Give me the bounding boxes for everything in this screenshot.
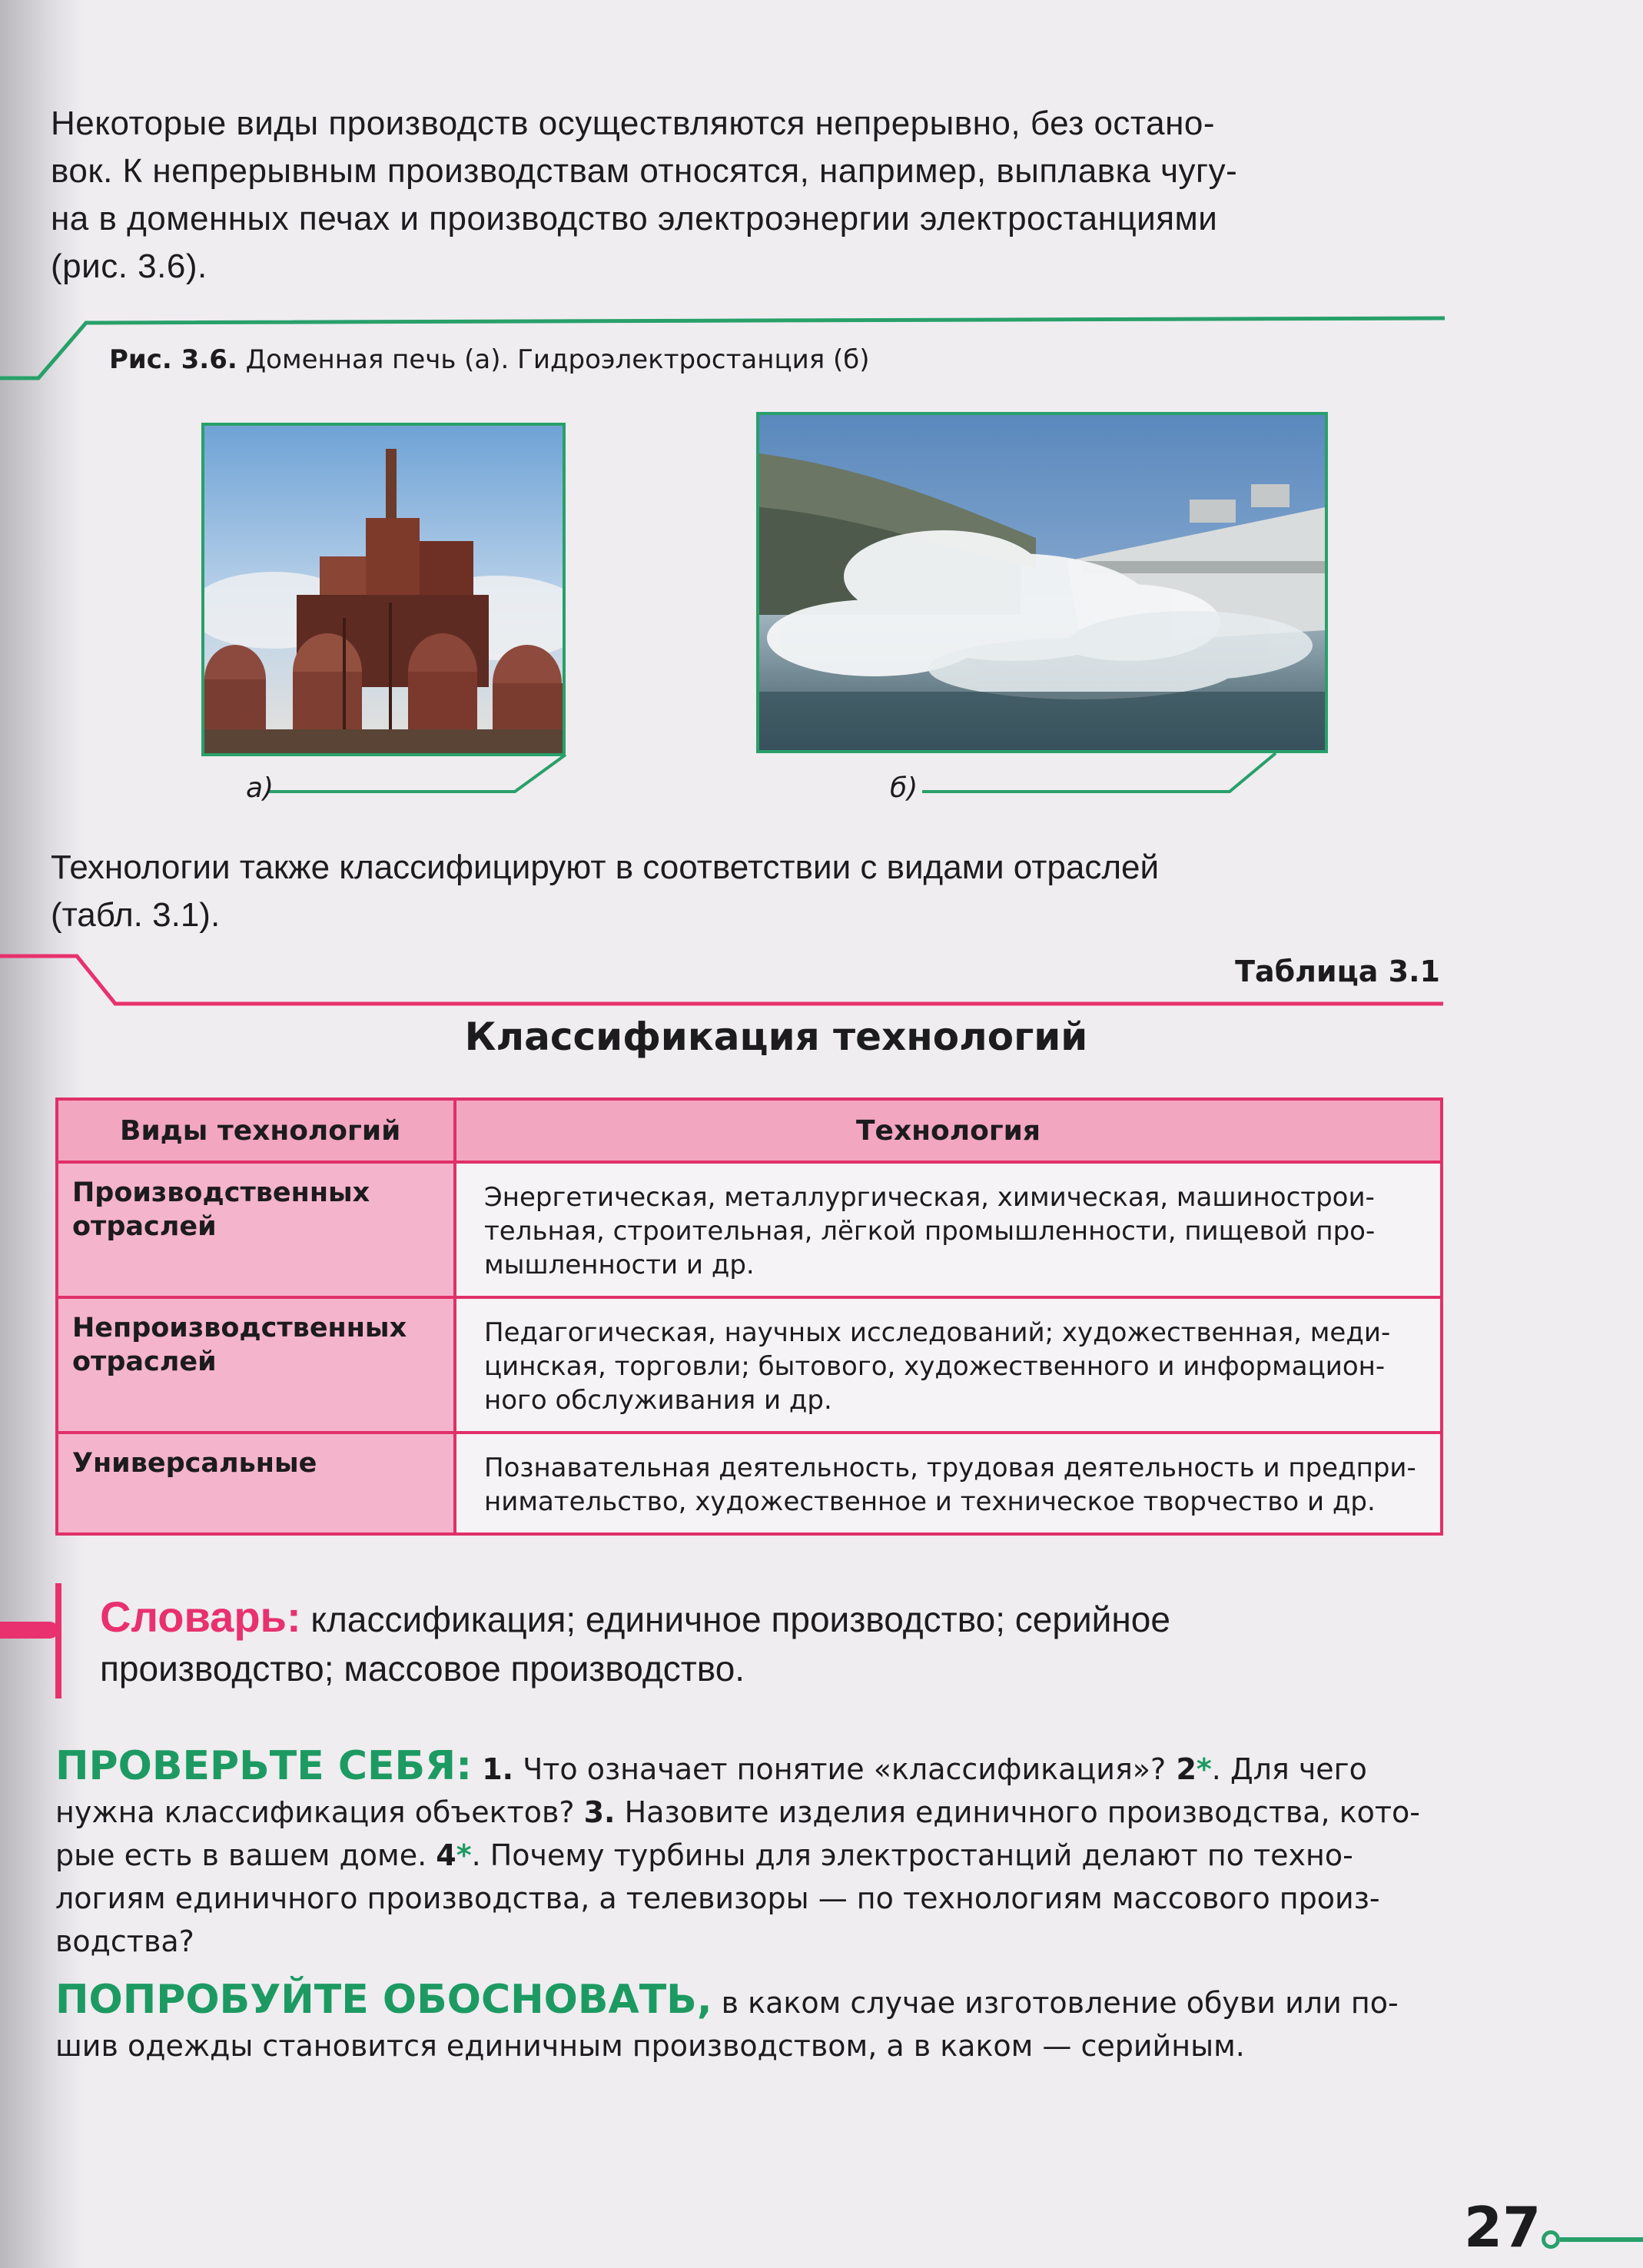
intro-paragraph <box>51 100 1442 291</box>
try-heading: ПОПРОБУЙТЕ ОБОСНОВАТЬ, <box>55 1977 712 2023</box>
dictionary-line: производство; массовое производство. <box>100 1649 745 1689</box>
table-row <box>57 1297 1442 1433</box>
hydro-station-photo <box>759 415 1325 750</box>
table-header-row <box>57 1099 1442 1162</box>
check-yourself-block <box>55 1745 1443 1963</box>
try-line <box>55 1978 1443 2024</box>
row-kind: Непроизводственных отраслей <box>57 1297 455 1433</box>
dictionary-line <box>100 1592 1443 1644</box>
row-kind: Универсальные <box>57 1433 455 1534</box>
tech-line: Педагогическая, научных исследований; художественная, меди- <box>484 1317 1391 1348</box>
try-text: в каком случае изготовление обуви или по- <box>712 1986 1399 2020</box>
question-number: 3. <box>583 1795 616 1829</box>
table-row <box>57 1162 1442 1297</box>
try-justify-block <box>55 1978 1443 2067</box>
dictionary-heading: Словарь: <box>100 1592 301 1641</box>
question-text: рые есть в вашем доме. <box>55 1838 436 1872</box>
intro-line: Некоторые виды производств осуществляются непрерывно, без остано- <box>51 105 1215 142</box>
blast-furnace-photo <box>204 426 563 753</box>
row-technology <box>455 1297 1442 1433</box>
question-text: . Для чего <box>1211 1752 1367 1786</box>
check-line <box>55 1745 1443 1791</box>
figure-number: Рис. 3.6. <box>109 344 237 375</box>
figure-caption <box>109 344 869 375</box>
check-line: водства? <box>55 1924 194 1958</box>
para-line: (табл. 3.1). <box>51 896 221 934</box>
page-number-dot <box>1542 2230 1560 2249</box>
dictionary-side-mark-bar <box>0 1622 58 1639</box>
para-line: Технологии также классифицируют в соответствии с видами отраслей <box>51 848 1160 886</box>
question-text: . Почему турбины для электростанций делают по техно- <box>471 1838 1353 1872</box>
star-mark: * <box>1196 1752 1212 1786</box>
intro-line: (рис. 3.6). <box>51 247 207 285</box>
table-title: Классификация технологий <box>464 1014 1088 1059</box>
row-technology <box>455 1433 1442 1534</box>
classification-paragraph <box>51 844 1442 939</box>
tech-line: тельная, строительная, лёгкой промышленности, пищевой про- <box>484 1216 1376 1247</box>
question-text: Что означает понятие «классификация»? <box>513 1752 1167 1786</box>
photo-b-label: б) <box>890 772 918 804</box>
tech-line: нимательство, художественное и техническое творчество и др. <box>484 1486 1376 1517</box>
try-line: шив одежды становится единичным производством, а в каком — серийным. <box>55 2029 1245 2063</box>
tech-line: Энергетическая, металлургическая, химическая, машинострои- <box>484 1182 1375 1213</box>
question-number: 2 <box>1166 1752 1197 1786</box>
dictionary-block <box>100 1592 1443 1693</box>
page-number-rule <box>1560 2237 1643 2242</box>
question-number: 1. <box>472 1752 514 1786</box>
dictionary-side-mark <box>55 1583 61 1699</box>
table-row <box>57 1433 1442 1534</box>
row-technology <box>455 1162 1442 1297</box>
tech-line: ного обслуживания и др. <box>484 1385 832 1416</box>
header-kinds: Виды технологий <box>57 1099 455 1162</box>
photo-b-callout <box>914 750 1299 796</box>
star-mark: * <box>456 1838 472 1872</box>
check-line <box>55 1791 1443 1834</box>
question-text: Назовите изделия единичного производства, кото- <box>615 1795 1420 1829</box>
tech-line: мышленности и др. <box>484 1250 755 1280</box>
classification-table <box>55 1097 1443 1536</box>
tech-line: цинская, торговли; бытового, художественного и информацион- <box>484 1351 1386 1382</box>
intro-line: вок. К непрерывным производствам относятся, например, выплавка чугу- <box>51 152 1238 190</box>
check-line: логиям единичного производства, а телевизоры — по технологиям массового произ- <box>55 1881 1380 1915</box>
check-heading: ПРОВЕРЬТЕ СЕБЯ: <box>55 1743 472 1789</box>
page-number: 27 <box>1464 2195 1542 2260</box>
photo-a-callout <box>261 752 569 798</box>
intro-line: на в доменных печах и производство электроэнергии электростанциями <box>51 200 1218 237</box>
check-line <box>55 1834 1443 1877</box>
dictionary-terms: классификация; единичное производство; серийное <box>300 1599 1170 1639</box>
table-number: Таблица 3.1 <box>1235 955 1440 988</box>
header-technology: Технология <box>455 1099 1442 1162</box>
figure-caption-text: Доменная печь (а). Гидроэлектростанция (б) <box>237 344 870 375</box>
tech-line: Познавательная деятельность, трудовая деятельность и предпри- <box>484 1453 1416 1483</box>
question-number: 4 <box>436 1838 456 1872</box>
row-kind: Производственных отраслей <box>57 1162 455 1297</box>
question-text: нужна классификация объектов? <box>55 1795 584 1829</box>
photo-a-label: а) <box>246 772 274 804</box>
